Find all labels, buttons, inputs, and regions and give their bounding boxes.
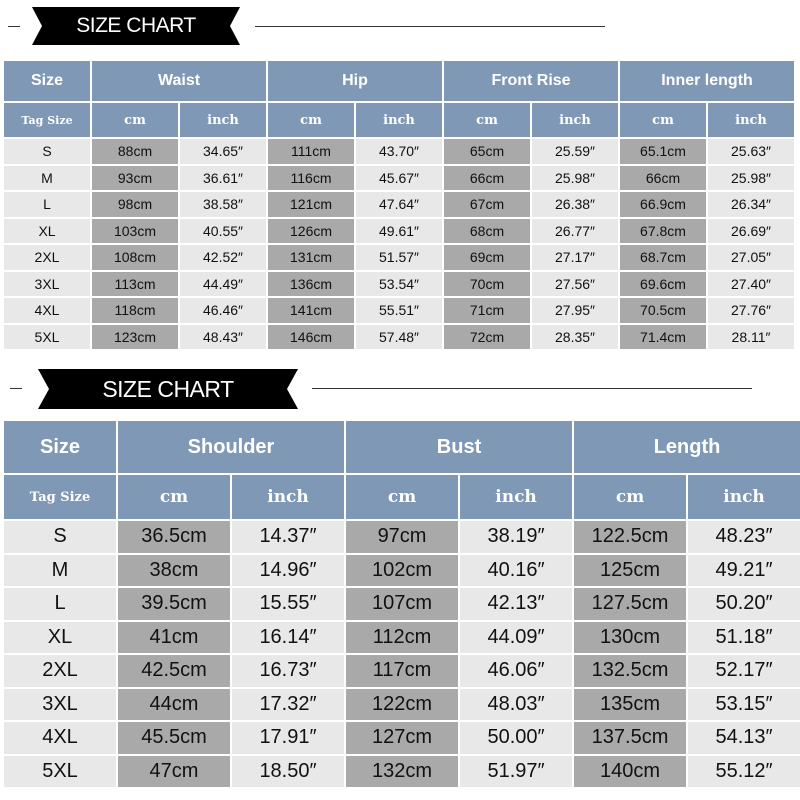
cm-value-cell: 68.7cm <box>620 245 706 270</box>
inch-value-cell: 42.13″ <box>460 588 572 620</box>
cm-value-cell: 108cm <box>92 245 178 270</box>
cm-value-cell: 88cm <box>92 139 178 164</box>
size-header: Size <box>4 61 90 101</box>
group-header-length: Length <box>574 421 800 473</box>
inch-value-cell: 48.03″ <box>460 689 572 721</box>
cm-value-cell: 41cm <box>118 622 230 654</box>
unit-cm: cm <box>574 475 686 519</box>
unit-inch: inch <box>708 103 794 137</box>
inch-value-cell: 55.51″ <box>356 298 442 323</box>
inch-value-cell: 49.21″ <box>688 555 800 587</box>
table-row <box>4 325 794 350</box>
cm-value-cell: 44cm <box>118 689 230 721</box>
cm-value-cell: 71.4cm <box>620 325 706 350</box>
unit-inch: inch <box>180 103 266 137</box>
header-row <box>4 61 794 101</box>
cm-value-cell: 130cm <box>574 622 686 654</box>
inch-value-cell: 45.67″ <box>356 166 442 191</box>
cm-value-cell: 122cm <box>346 689 458 721</box>
banner-title: SIZE CHART <box>49 369 287 409</box>
cm-value-cell: 38cm <box>118 555 230 587</box>
inch-value-cell: 48.23″ <box>688 521 800 553</box>
size-label-cell: M <box>4 555 116 587</box>
cm-value-cell: 66cm <box>620 166 706 191</box>
inch-value-cell: 49.61″ <box>356 219 442 244</box>
cm-value-cell: 118cm <box>92 298 178 323</box>
inch-value-cell: 16.73″ <box>232 655 344 687</box>
cm-value-cell: 69.6cm <box>620 272 706 297</box>
inch-value-cell: 28.11″ <box>708 325 794 350</box>
cm-value-cell: 146cm <box>268 325 354 350</box>
inch-value-cell: 42.52″ <box>180 245 266 270</box>
group-header-bust: Bust <box>346 421 572 473</box>
inch-value-cell: 36.61″ <box>180 166 266 191</box>
inch-value-cell: 25.63″ <box>708 139 794 164</box>
inch-value-cell: 43.70″ <box>356 139 442 164</box>
cm-value-cell: 103cm <box>92 219 178 244</box>
size-label-cell: 2XL <box>4 245 90 270</box>
banner-dash <box>8 26 20 27</box>
unit-row <box>4 103 794 137</box>
inch-value-cell: 44.09″ <box>460 622 572 654</box>
size-label-cell: S <box>4 139 90 164</box>
inch-value-cell: 25.98″ <box>708 166 794 191</box>
inch-value-cell: 27.40″ <box>708 272 794 297</box>
cm-value-cell: 98cm <box>92 192 178 217</box>
banner-rule <box>255 26 605 27</box>
inch-value-cell: 50.20″ <box>688 588 800 620</box>
inch-value-cell: 27.95″ <box>532 298 618 323</box>
inch-value-cell: 53.54″ <box>356 272 442 297</box>
inch-value-cell: 25.59″ <box>532 139 618 164</box>
cm-value-cell: 136cm <box>268 272 354 297</box>
tag-size-label: Tag Size <box>4 103 90 137</box>
cm-value-cell: 65cm <box>444 139 530 164</box>
banner-dash <box>10 388 22 389</box>
unit-cm: cm <box>92 103 178 137</box>
inch-value-cell: 28.35″ <box>532 325 618 350</box>
unit-cm: cm <box>346 475 458 519</box>
inch-value-cell: 48.43″ <box>180 325 266 350</box>
inch-value-cell: 26.69″ <box>708 219 794 244</box>
cm-value-cell: 36.5cm <box>118 521 230 553</box>
inch-value-cell: 14.37″ <box>232 521 344 553</box>
inch-value-cell: 34.65″ <box>180 139 266 164</box>
size-label-cell: 2XL <box>4 655 116 687</box>
cm-value-cell: 93cm <box>92 166 178 191</box>
ribbon-right-notch <box>287 369 298 409</box>
table-row <box>4 555 800 587</box>
cm-value-cell: 65.1cm <box>620 139 706 164</box>
inch-value-cell: 14.96″ <box>232 555 344 587</box>
cm-value-cell: 131cm <box>268 245 354 270</box>
inch-value-cell: 40.16″ <box>460 555 572 587</box>
cm-value-cell: 135cm <box>574 689 686 721</box>
cm-value-cell: 67cm <box>444 192 530 217</box>
inch-value-cell: 57.48″ <box>356 325 442 350</box>
inch-value-cell: 46.06″ <box>460 655 572 687</box>
unit-inch: inch <box>688 475 800 519</box>
inch-value-cell: 27.17″ <box>532 245 618 270</box>
size-label-cell: 4XL <box>4 722 116 754</box>
size-label-cell: 4XL <box>4 298 90 323</box>
inch-value-cell: 25.98″ <box>532 166 618 191</box>
size-label-cell: 3XL <box>4 272 90 297</box>
table-row <box>4 166 794 191</box>
cm-value-cell: 123cm <box>92 325 178 350</box>
inch-value-cell: 26.38″ <box>532 192 618 217</box>
cm-value-cell: 66.9cm <box>620 192 706 217</box>
table-row <box>4 272 794 297</box>
cm-value-cell: 70.5cm <box>620 298 706 323</box>
inch-value-cell: 46.46″ <box>180 298 266 323</box>
size-label-cell: XL <box>4 219 90 244</box>
inch-value-cell: 27.56″ <box>532 272 618 297</box>
unit-inch: inch <box>460 475 572 519</box>
size-chart-table-bottoms <box>2 59 796 351</box>
cm-value-cell: 140cm <box>574 756 686 788</box>
table-row <box>4 245 794 270</box>
unit-inch: inch <box>232 475 344 519</box>
table-row <box>4 298 794 323</box>
cm-value-cell: 68cm <box>444 219 530 244</box>
inch-value-cell: 51.97″ <box>460 756 572 788</box>
unit-cm: cm <box>444 103 530 137</box>
cm-value-cell: 127.5cm <box>574 588 686 620</box>
size-label-cell: S <box>4 521 116 553</box>
unit-cm: cm <box>620 103 706 137</box>
cm-value-cell: 112cm <box>346 622 458 654</box>
cm-value-cell: 72cm <box>444 325 530 350</box>
cm-value-cell: 132cm <box>346 756 458 788</box>
cm-value-cell: 121cm <box>268 192 354 217</box>
table-row <box>4 622 800 654</box>
inch-value-cell: 40.55″ <box>180 219 266 244</box>
table-row <box>4 756 800 788</box>
size-label-cell: XL <box>4 622 116 654</box>
cm-value-cell: 137.5cm <box>574 722 686 754</box>
group-header-front-rise: Front Rise <box>444 61 618 101</box>
group-header-inner-length: Inner length <box>620 61 794 101</box>
banner-rule <box>312 388 752 389</box>
ribbon-right-notch <box>230 7 240 45</box>
cm-value-cell: 97cm <box>346 521 458 553</box>
cm-value-cell: 122.5cm <box>574 521 686 553</box>
size-label-cell: 5XL <box>4 756 116 788</box>
inch-value-cell: 26.77″ <box>532 219 618 244</box>
tag-size-label: Tag Size <box>4 475 116 519</box>
cm-value-cell: 71cm <box>444 298 530 323</box>
inch-value-cell: 26.34″ <box>708 192 794 217</box>
cm-value-cell: 69cm <box>444 245 530 270</box>
cm-value-cell: 116cm <box>268 166 354 191</box>
size-label-cell: 3XL <box>4 689 116 721</box>
inch-value-cell: 15.55″ <box>232 588 344 620</box>
header-row <box>4 421 800 473</box>
table-row <box>4 689 800 721</box>
table-row <box>4 588 800 620</box>
cm-value-cell: 102cm <box>346 555 458 587</box>
size-label-cell: M <box>4 166 90 191</box>
unit-cm: cm <box>118 475 230 519</box>
cm-value-cell: 132.5cm <box>574 655 686 687</box>
cm-value-cell: 67.8cm <box>620 219 706 244</box>
cm-value-cell: 42.5cm <box>118 655 230 687</box>
ribbon-left-notch <box>32 7 42 45</box>
inch-value-cell: 47.64″ <box>356 192 442 217</box>
cm-value-cell: 45.5cm <box>118 722 230 754</box>
table-row <box>4 219 794 244</box>
table-row <box>4 139 794 164</box>
inch-value-cell: 16.14″ <box>232 622 344 654</box>
size-label-cell: L <box>4 192 90 217</box>
table-row <box>4 521 800 553</box>
table-row <box>4 722 800 754</box>
size-chart-table-tops <box>2 419 800 789</box>
inch-value-cell: 53.15″ <box>688 689 800 721</box>
ribbon-left-notch <box>38 369 49 409</box>
cm-value-cell: 127cm <box>346 722 458 754</box>
group-header-hip: Hip <box>268 61 442 101</box>
inch-value-cell: 27.76″ <box>708 298 794 323</box>
cm-value-cell: 117cm <box>346 655 458 687</box>
inch-value-cell: 54.13″ <box>688 722 800 754</box>
size-header: Size <box>4 421 116 473</box>
table-row <box>4 655 800 687</box>
table-row <box>4 192 794 217</box>
banner-title: SIZE CHART <box>42 7 230 45</box>
cm-value-cell: 66cm <box>444 166 530 191</box>
cm-value-cell: 141cm <box>268 298 354 323</box>
cm-value-cell: 107cm <box>346 588 458 620</box>
inch-value-cell: 52.17″ <box>688 655 800 687</box>
cm-value-cell: 126cm <box>268 219 354 244</box>
group-header-waist: Waist <box>92 61 266 101</box>
inch-value-cell: 51.57″ <box>356 245 442 270</box>
size-label-cell: 5XL <box>4 325 90 350</box>
inch-value-cell: 55.12″ <box>688 756 800 788</box>
cm-value-cell: 70cm <box>444 272 530 297</box>
cm-value-cell: 113cm <box>92 272 178 297</box>
cm-value-cell: 47cm <box>118 756 230 788</box>
unit-inch: inch <box>532 103 618 137</box>
unit-cm: cm <box>268 103 354 137</box>
inch-value-cell: 38.19″ <box>460 521 572 553</box>
unit-inch: inch <box>356 103 442 137</box>
inch-value-cell: 18.50″ <box>232 756 344 788</box>
inch-value-cell: 50.00″ <box>460 722 572 754</box>
group-header-shoulder: Shoulder <box>118 421 344 473</box>
inch-value-cell: 38.58″ <box>180 192 266 217</box>
inch-value-cell: 27.05″ <box>708 245 794 270</box>
cm-value-cell: 39.5cm <box>118 588 230 620</box>
inch-value-cell: 51.18″ <box>688 622 800 654</box>
unit-row <box>4 475 800 519</box>
cm-value-cell: 111cm <box>268 139 354 164</box>
size-label-cell: L <box>4 588 116 620</box>
cm-value-cell: 125cm <box>574 555 686 587</box>
inch-value-cell: 44.49″ <box>180 272 266 297</box>
inch-value-cell: 17.91″ <box>232 722 344 754</box>
inch-value-cell: 17.32″ <box>232 689 344 721</box>
